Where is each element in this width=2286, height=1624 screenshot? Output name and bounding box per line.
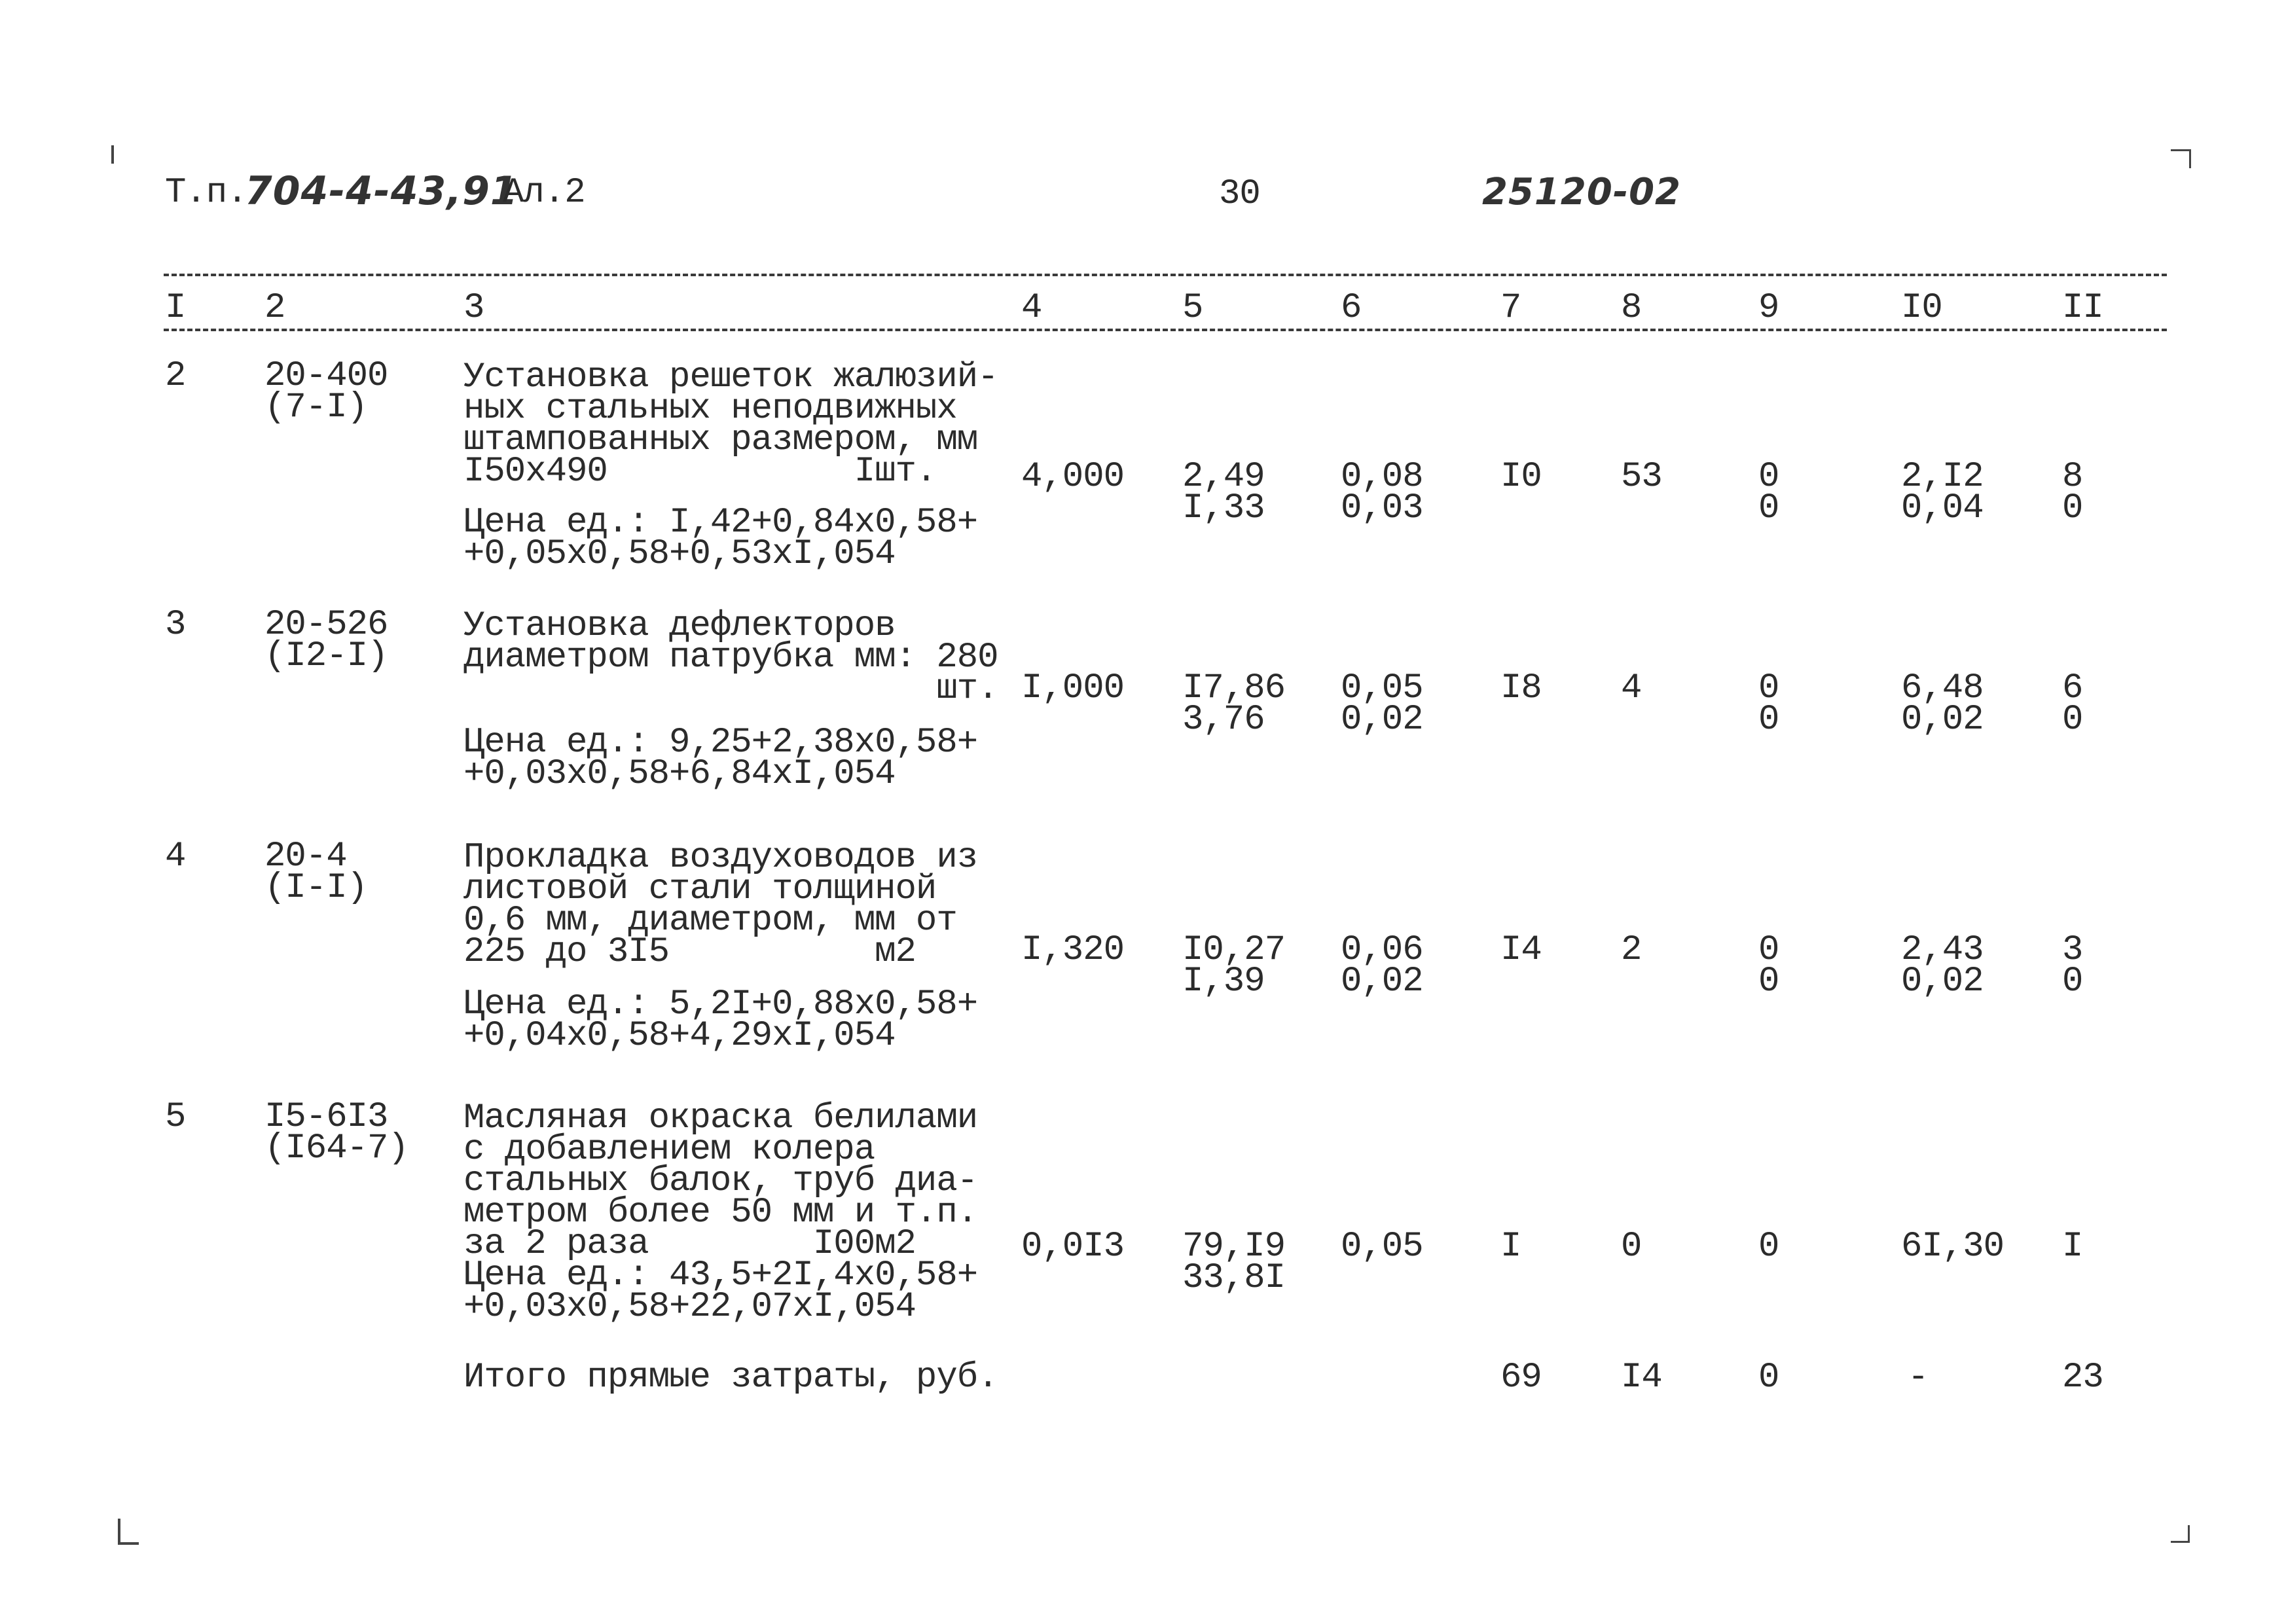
total-col-8: I4 [1621, 1358, 1662, 1398]
header-bottom-rule [164, 329, 2167, 331]
column-header-10: I0 [1901, 288, 1942, 328]
cost-col-5: 33,8I [1182, 1258, 1286, 1298]
work-description: за 2 раза I00м2 [463, 1224, 916, 1264]
norm-code: (7-I) [264, 388, 368, 427]
work-description: шт. [463, 669, 998, 709]
cost-col-10: 6I,30 [1901, 1227, 2005, 1267]
work-description: Прокладка воздуховодов из [463, 838, 978, 878]
unit-price-formula: +0,05x0,58+0,53xI,054 [463, 534, 896, 574]
cost-col-6: 0,05 [1341, 1227, 1423, 1267]
cost-col-9: 0 [1758, 457, 1779, 497]
norm-code: 20-4 [264, 837, 347, 876]
cost-col-7: I0 [1500, 457, 1542, 497]
cost-col-10: 2,43 [1901, 930, 1984, 970]
sheet-code: 25120-02 [1482, 171, 1681, 213]
column-header-8: 8 [1621, 288, 1642, 328]
cost-col-5: I,33 [1182, 488, 1265, 528]
cost-col-9: 0 [1758, 488, 1779, 528]
cost-col-7: I [1500, 1227, 1521, 1267]
cost-col-5: 3,76 [1182, 700, 1265, 740]
cost-col-7: I8 [1500, 668, 1542, 708]
header-top-rule [164, 274, 2167, 276]
norm-code: (I2-I) [264, 636, 388, 676]
unit-price-formula: Цена ед.: 9,25+2,38x0,58+ [463, 723, 978, 763]
total-col-11: 23 [2062, 1358, 2103, 1398]
column-header-11: II [2062, 288, 2103, 328]
work-description: Установка решеток жалюзий- [463, 357, 998, 397]
work-description: Цена ед.: 43,5+2I,4x0,58+ [463, 1255, 978, 1295]
work-description: с добавлением колера [463, 1130, 875, 1170]
total-col-9: 0 [1758, 1358, 1779, 1398]
column-header-6: 6 [1341, 288, 1362, 328]
cost-col-9: 0 [1758, 930, 1779, 970]
total-col-7: 69 [1500, 1358, 1542, 1398]
column-header-9: 9 [1758, 288, 1779, 328]
corner-mark-top-left [111, 145, 114, 164]
cost-col-8: 0 [1621, 1227, 1642, 1267]
unit-price-formula: Цена ед.: I,42+0,84x0,58+ [463, 503, 978, 543]
column-header-7: 7 [1500, 288, 1521, 328]
work-description: диаметром патрубка мм: 280 [463, 638, 998, 677]
cost-col-5: I0,27 [1182, 930, 1286, 970]
cost-col-10: 0,02 [1901, 700, 1984, 740]
quantity: I,000 [1021, 668, 1125, 708]
quantity: 0,0I3 [1021, 1227, 1125, 1267]
cost-col-5: I,39 [1182, 962, 1265, 1001]
cost-col-9: 0 [1758, 962, 1779, 1001]
norm-code: (I64-7) [264, 1128, 408, 1168]
norm-code: (I-I) [264, 868, 368, 908]
total-label: Итого прямые затраты, руб. [463, 1358, 998, 1398]
work-description: метром более 50 мм и т.п. [463, 1193, 978, 1233]
cost-col-9: 0 [1758, 700, 1779, 740]
cost-col-11: 0 [2062, 488, 2083, 528]
page-number: 30 [1219, 174, 1260, 214]
row-number: 5 [165, 1097, 186, 1137]
work-description: Масляная окраска белилами [463, 1098, 978, 1138]
total-col-10: - [1908, 1358, 1929, 1398]
work-description: 225 до 3I5 м2 [463, 932, 916, 972]
album-label: Ал.2 [503, 173, 585, 213]
column-header-4: 4 [1021, 288, 1042, 328]
cost-col-11: I [2062, 1227, 2083, 1267]
work-description: штампованных размером, мм [463, 420, 978, 460]
unit-price-formula: Цена ед.: 5,2I+0,88x0,58+ [463, 984, 978, 1024]
work-description: ных стальных неподвижных [463, 389, 957, 429]
cost-col-10: 6,48 [1901, 668, 1984, 708]
cost-col-8: 4 [1621, 668, 1642, 708]
row-number: 3 [165, 605, 186, 645]
row-number: 2 [165, 356, 186, 396]
row-number: 4 [165, 837, 186, 876]
norm-code: 20-400 [264, 356, 388, 396]
cost-col-10: 0,04 [1901, 488, 1984, 528]
cost-col-6: 0,02 [1341, 700, 1423, 740]
cost-col-10: 0,02 [1901, 962, 1984, 1001]
cost-col-7: I4 [1500, 930, 1542, 970]
doc-prefix: Т.п. [165, 173, 247, 213]
cost-col-8: 2 [1621, 930, 1642, 970]
cost-col-6: 0,06 [1341, 930, 1423, 970]
doc-code: 704-4-43,91 [245, 168, 518, 214]
quantity: I,320 [1021, 930, 1125, 970]
unit-price-formula: +0,03x0,58+6,84xI,054 [463, 754, 896, 794]
quantity: 4,000 [1021, 457, 1125, 497]
cost-col-11: 3 [2062, 930, 2083, 970]
work-description: 0,6 мм, диаметром, мм от [463, 901, 957, 941]
cost-col-9: 0 [1758, 1227, 1779, 1267]
cost-col-6: 0,02 [1341, 962, 1423, 1001]
cost-col-6: 0,08 [1341, 457, 1423, 497]
cost-col-11: 6 [2062, 668, 2083, 708]
cost-col-6: 0,03 [1341, 488, 1423, 528]
column-header-5: 5 [1182, 288, 1203, 328]
column-header-1: I [165, 288, 186, 328]
cost-col-5: I7,86 [1182, 668, 1286, 708]
cost-col-5: 79,I9 [1182, 1227, 1286, 1267]
cost-col-11: 0 [2062, 962, 2083, 1001]
corner-mark-bottom-left [118, 1519, 139, 1545]
cost-col-9: 0 [1758, 668, 1779, 708]
column-header-3: 3 [463, 288, 484, 328]
work-description: стальных балок, труб диа- [463, 1161, 978, 1201]
corner-mark-bottom-right [2171, 1525, 2190, 1543]
column-header-2: 2 [264, 288, 285, 328]
cost-col-10: 2,I2 [1901, 457, 1984, 497]
work-description: листовой стали толщиной [463, 869, 937, 909]
cost-col-6: 0,05 [1341, 668, 1423, 708]
work-description: Установка дефлекторов [463, 606, 896, 646]
unit-price-formula: +0,04x0,58+4,29xI,054 [463, 1016, 896, 1056]
cost-col-11: 8 [2062, 457, 2083, 497]
work-description: I50x490 Iшт. [463, 452, 937, 492]
norm-code: I5-6I3 [264, 1097, 388, 1137]
cost-col-8: 53 [1621, 457, 1662, 497]
cost-col-5: 2,49 [1182, 457, 1265, 497]
corner-mark-top-right [2171, 149, 2191, 168]
norm-code: 20-526 [264, 605, 388, 645]
work-description: +0,03x0,58+22,07xI,054 [463, 1287, 916, 1327]
cost-col-11: 0 [2062, 700, 2083, 740]
